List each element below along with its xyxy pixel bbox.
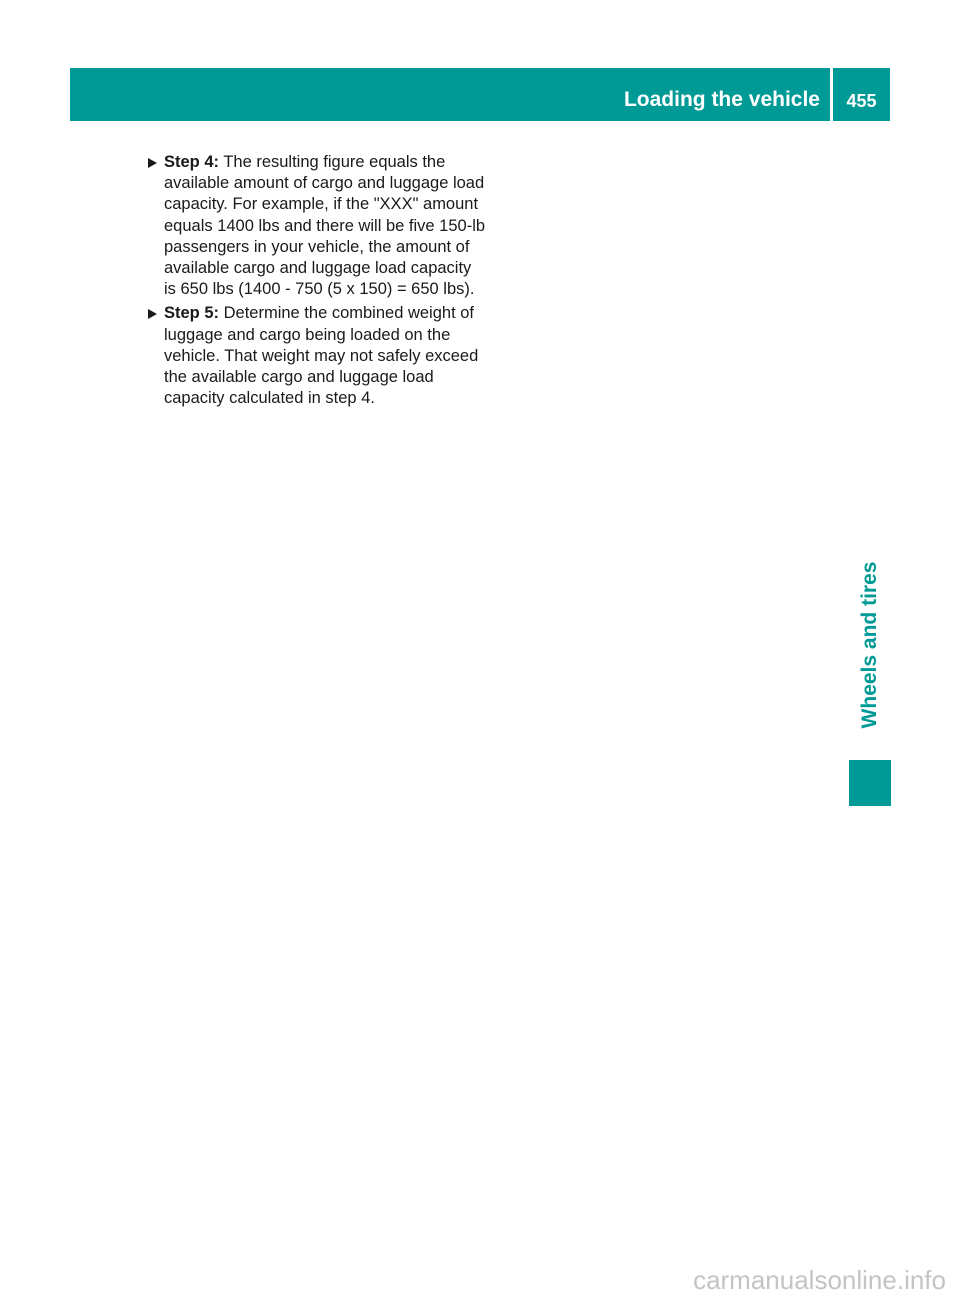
section-title: Loading the vehicle [623, 88, 820, 111]
chapter-tab[interactable] [849, 540, 891, 750]
step-4-text: The resulting figure equals the available amount of cargo and luggage load capacity. For example, if the "XXX" amount equals 1400 lbs and there will be five 150-lb passengers in your vehicle, the amount of available cargo and luggage load capacity is 650 lbs (1400 - 750 (5 x 150) = 650 lbs). [164, 153, 486, 299]
chapter-marker-block [849, 760, 891, 806]
main-content [146, 152, 486, 412]
step-4-label: Step 4: [164, 153, 220, 171]
arrow-bullet-icon [148, 309, 157, 319]
step-5-text: Determine the combined weight of luggage and cargo being loaded on the vehicle. That weight may not safely exceed the available cargo and luggage load capacity calculated in step 4. [164, 304, 479, 408]
arrow-bullet-icon [148, 158, 157, 168]
chapter-tab-label: Wheels and tires [858, 561, 881, 729]
step-4-item [146, 152, 486, 300]
page-header [70, 68, 890, 121]
step-5-label: Step 5: [164, 304, 220, 323]
watermark: carmanualsonline.info [693, 1265, 946, 1295]
page-number: 455 [846, 91, 877, 111]
step-5-item [146, 303, 486, 409]
